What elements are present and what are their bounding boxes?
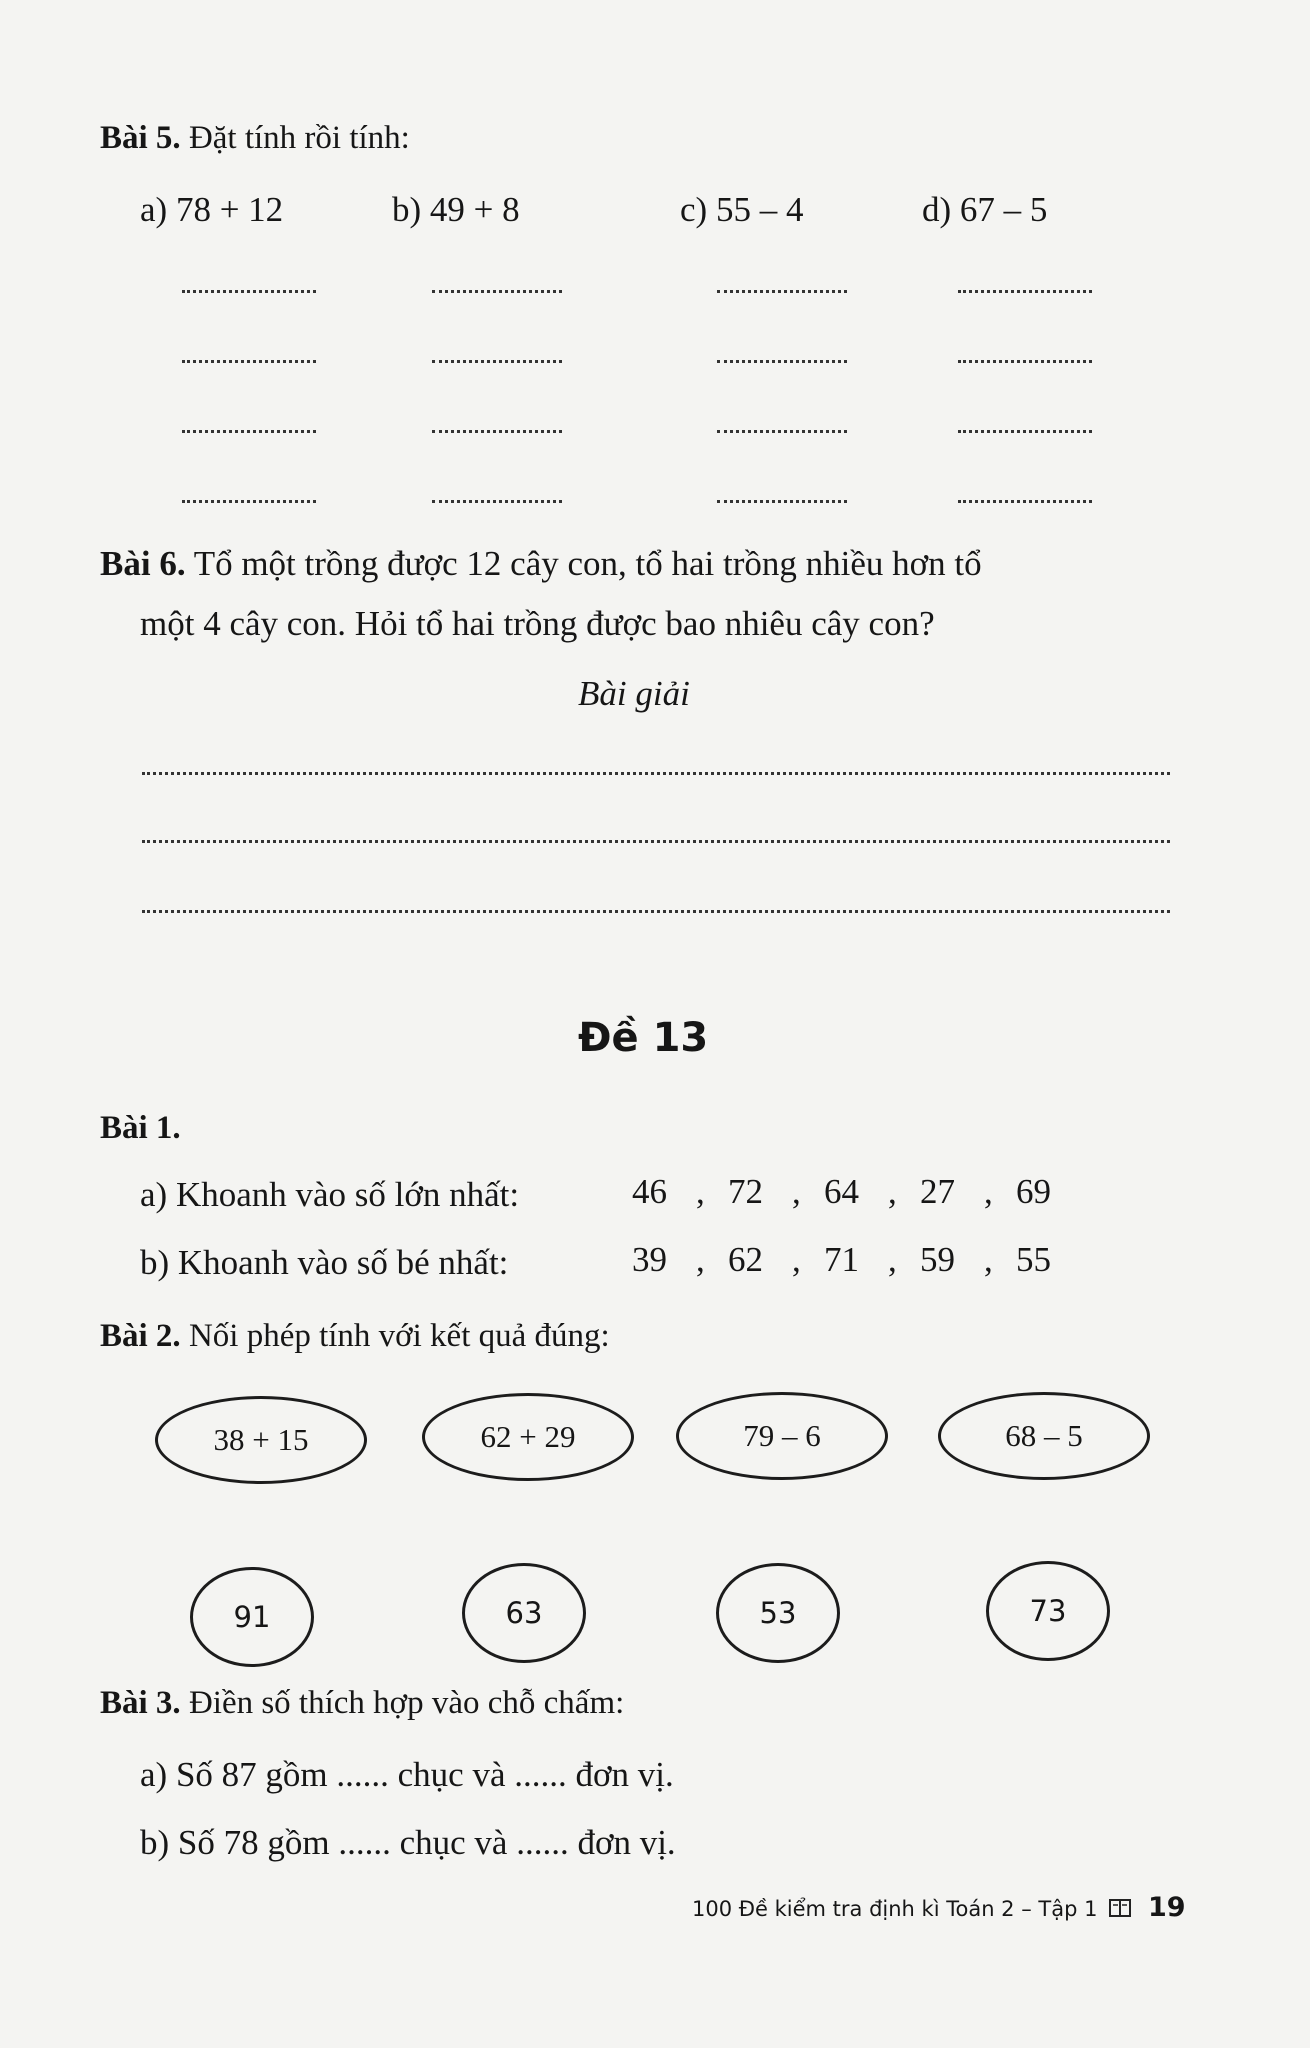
bai2-title: [100, 1318, 610, 1355]
bai3-label: Bài 3.: [100, 1685, 181, 1721]
answer-line[interactable]: [142, 910, 1170, 913]
expression-oval[interactable]: 62 + 29: [422, 1393, 634, 1481]
dot-line[interactable]: [717, 430, 847, 433]
answer-line[interactable]: [142, 840, 1170, 843]
dot-line[interactable]: [958, 430, 1092, 433]
bai3-a[interactable]: a) Số 87 gồm ...... chục và ...... đơn vị.: [140, 1755, 674, 1794]
answer-line[interactable]: [142, 772, 1170, 775]
bai1-a-numbers: [632, 1172, 1080, 1212]
bai1-a-label: a) Khoanh vào số lớn nhất:: [140, 1175, 520, 1214]
expression-oval[interactable]: 38 + 15: [155, 1396, 367, 1484]
dot-line[interactable]: [958, 360, 1092, 363]
bai6-line2: một 4 cây con. Hỏi tổ hai trồng được bao nhiêu cây con?: [140, 604, 935, 643]
dot-line[interactable]: [182, 290, 316, 293]
result-circle[interactable]: 73: [986, 1561, 1110, 1661]
number-option[interactable]: 69: [1016, 1172, 1051, 1211]
page-number: 19: [1148, 1892, 1186, 1923]
number-option[interactable]: 59: [920, 1240, 955, 1279]
dot-line[interactable]: [717, 290, 847, 293]
dot-line[interactable]: [717, 360, 847, 363]
book-icon: [1108, 1897, 1132, 1919]
number-option[interactable]: 72: [728, 1172, 763, 1211]
bai1-b-numbers: [632, 1240, 1080, 1280]
number-option[interactable]: 27: [920, 1172, 955, 1211]
expression-oval[interactable]: 79 – 6: [676, 1392, 888, 1480]
bai2-label: Bài 2.: [100, 1318, 181, 1354]
dot-line[interactable]: [958, 500, 1092, 503]
comma: ,: [888, 1240, 897, 1279]
exam-title: Đề 13: [578, 1015, 709, 1061]
number-option[interactable]: 64: [824, 1172, 859, 1211]
number-option[interactable]: 62: [728, 1240, 763, 1279]
bai5-item-b: b) 49 + 8: [392, 190, 520, 229]
expression-oval[interactable]: 68 – 5: [938, 1392, 1150, 1480]
bai1-title: [100, 1110, 181, 1147]
bai3-title: [100, 1685, 624, 1722]
comma: ,: [696, 1240, 705, 1279]
bai1-label: Bài 1.: [100, 1110, 181, 1146]
comma: ,: [984, 1240, 993, 1279]
result-circle[interactable]: 63: [462, 1563, 586, 1663]
dot-line[interactable]: [432, 430, 562, 433]
number-option[interactable]: 71: [824, 1240, 859, 1279]
footer-book-title: 100 Đề kiểm tra định kì Toán 2 – Tập 1: [692, 1897, 1098, 1921]
comma: ,: [792, 1172, 801, 1211]
comma: ,: [984, 1172, 993, 1211]
bai1-b-label: b) Khoanh vào số bé nhất:: [140, 1243, 509, 1282]
number-option[interactable]: 39: [632, 1240, 667, 1279]
bai5-item-a: a) 78 + 12: [140, 190, 284, 229]
bai3-b[interactable]: b) Số 78 gồm ...... chục và ...... đơn vị.: [140, 1823, 676, 1862]
dot-line[interactable]: [182, 360, 316, 363]
bai6-label: Bài 6.: [100, 544, 186, 583]
result-circle[interactable]: 53: [716, 1563, 840, 1663]
dot-line[interactable]: [717, 500, 847, 503]
dot-line[interactable]: [182, 430, 316, 433]
bai5-label: Bài 5.: [100, 120, 181, 156]
bai5-item-d: d) 67 – 5: [922, 190, 1048, 229]
bai5-item-c: c) 55 – 4: [680, 190, 804, 229]
bai5-instruction: Đặt tính rồi tính:: [180, 120, 410, 156]
comma: ,: [792, 1240, 801, 1279]
dot-line[interactable]: [432, 360, 562, 363]
bai5-title: [100, 120, 410, 157]
bai3-instruction: Điền số thích hợp vào chỗ chấm:: [180, 1685, 625, 1721]
dot-line[interactable]: [432, 290, 562, 293]
result-circle[interactable]: 91: [190, 1567, 314, 1667]
bai6-line1: [100, 544, 982, 584]
comma: ,: [696, 1172, 705, 1211]
dot-line[interactable]: [432, 500, 562, 503]
dot-line[interactable]: [958, 290, 1092, 293]
number-option[interactable]: 55: [1016, 1240, 1051, 1279]
solution-label: Bài giải: [578, 674, 690, 713]
dot-line[interactable]: [182, 500, 316, 503]
bai2-instruction: Nối phép tính với kết quả đúng:: [180, 1318, 610, 1354]
comma: ,: [888, 1172, 897, 1211]
number-option[interactable]: 46: [632, 1172, 667, 1211]
bai6-text-1: Tổ một trồng được 12 cây con, tổ hai trồng nhiều hơn tổ: [185, 544, 982, 583]
